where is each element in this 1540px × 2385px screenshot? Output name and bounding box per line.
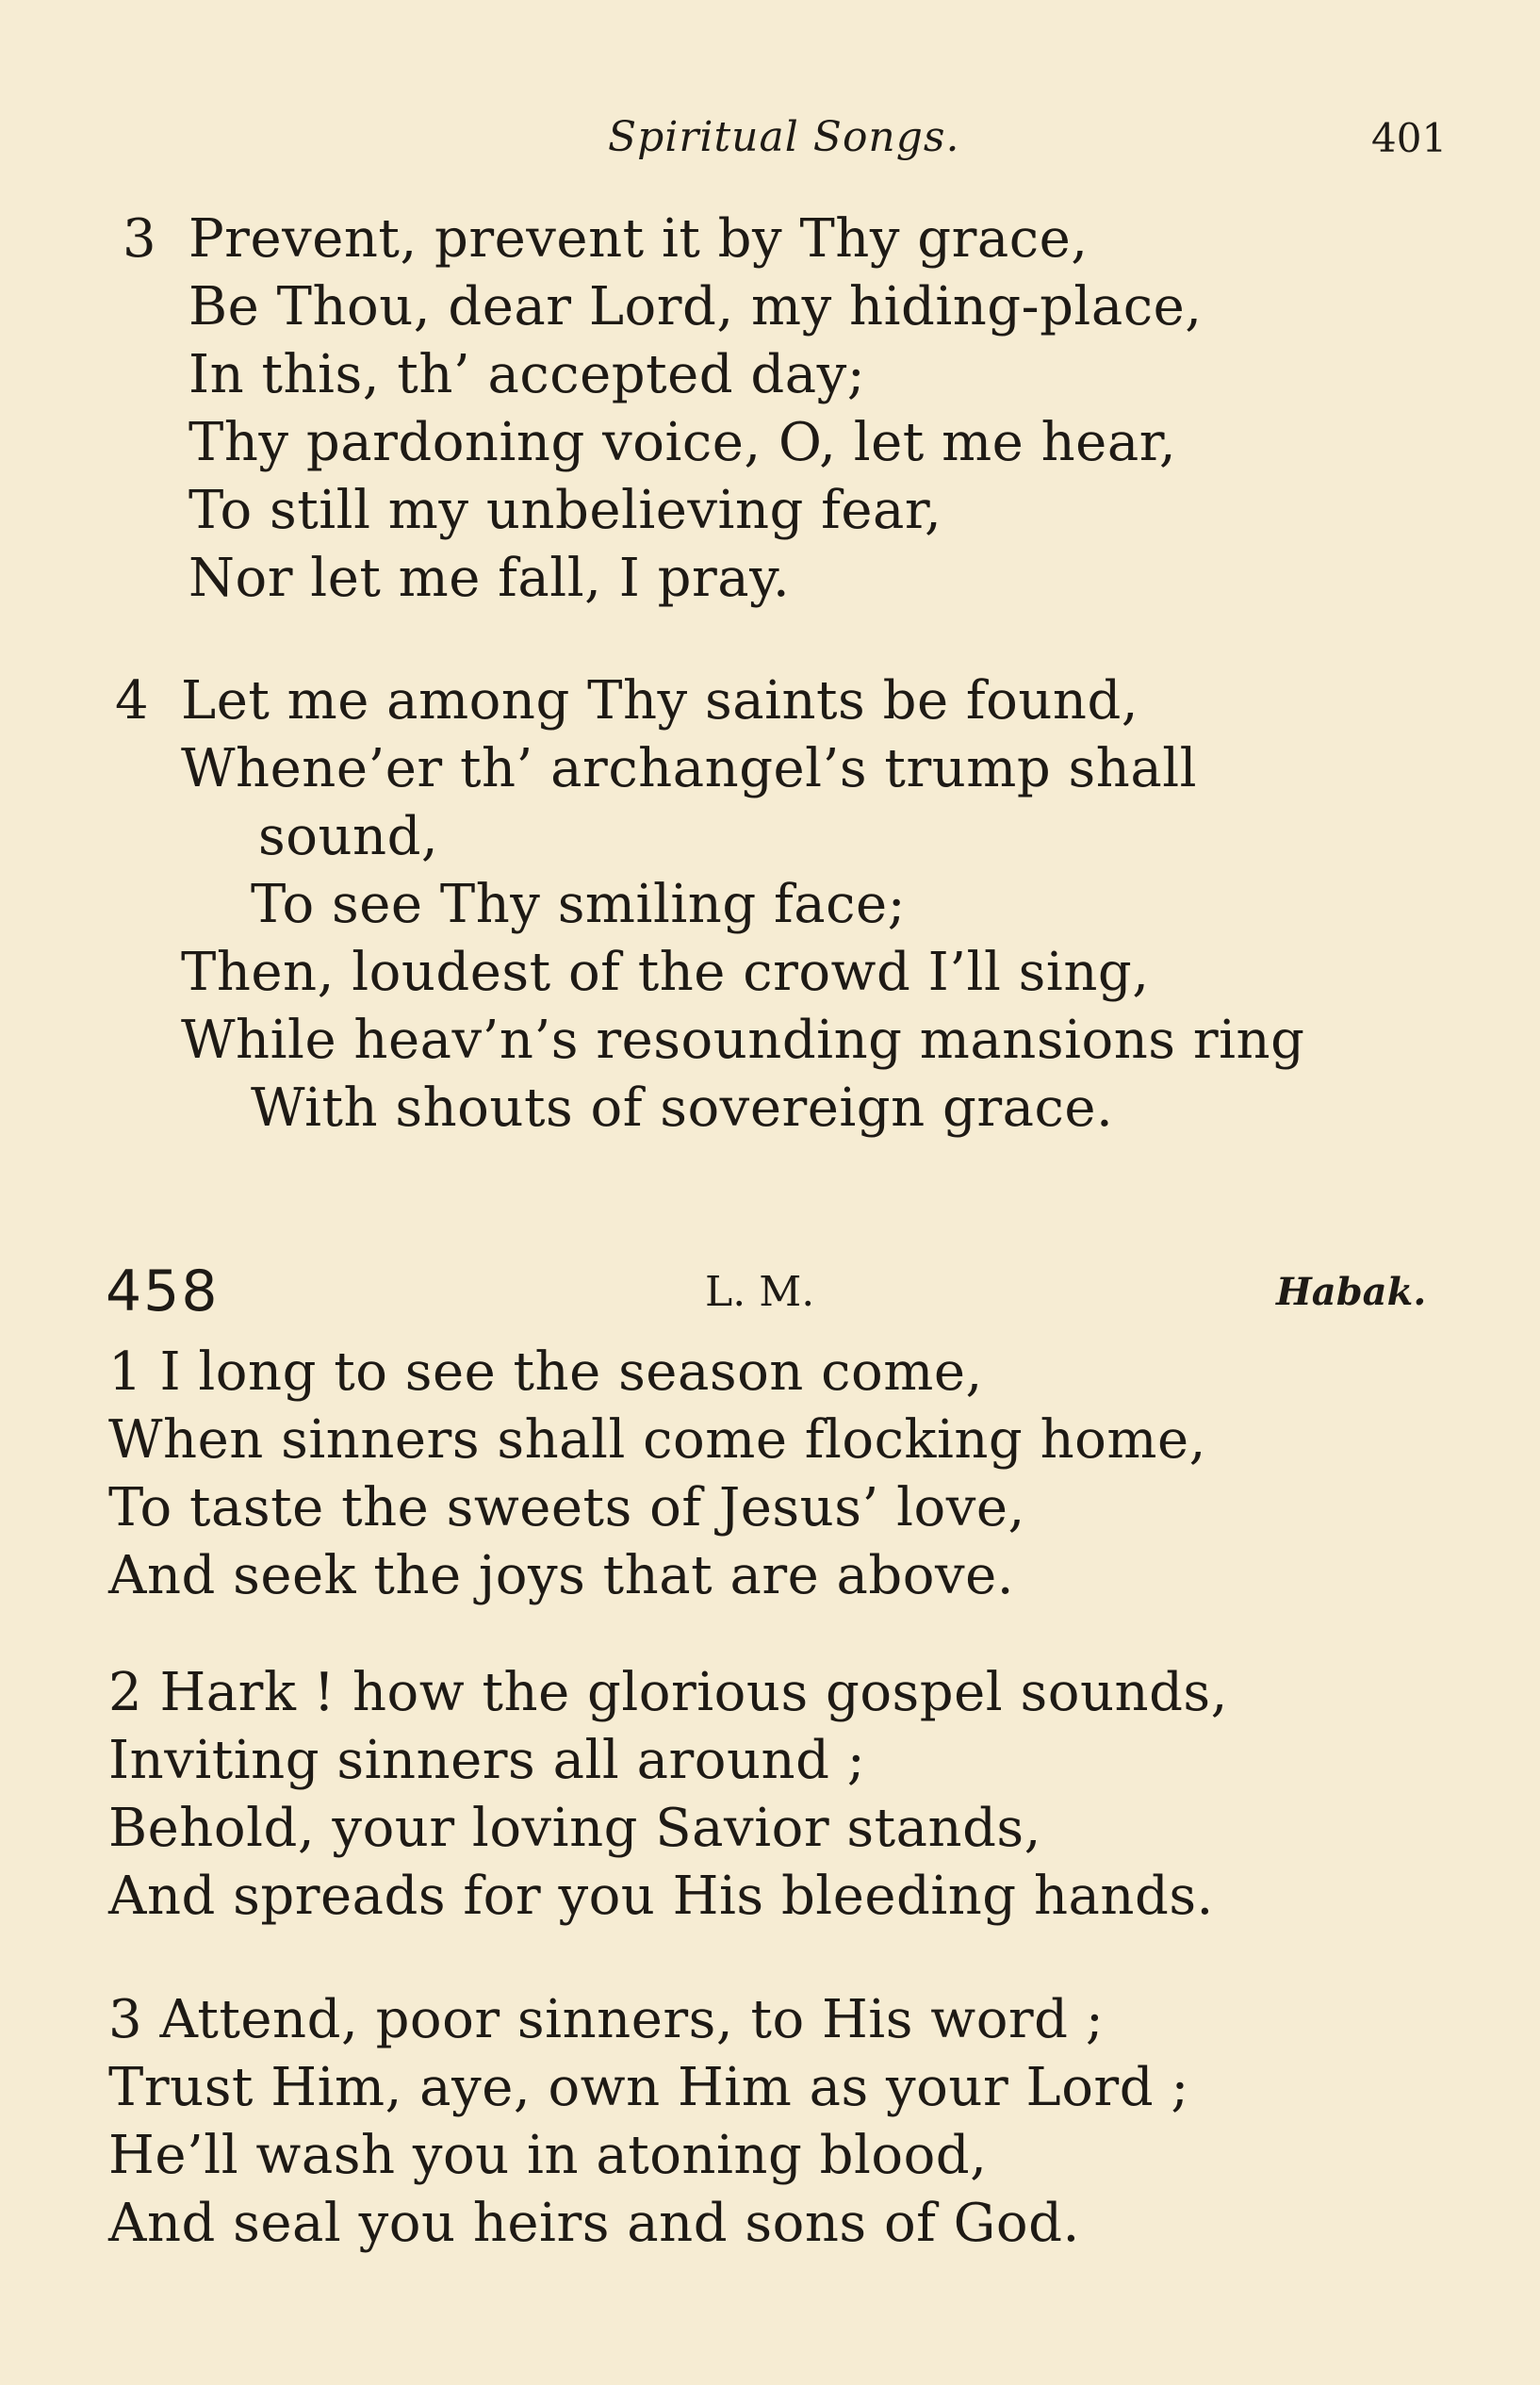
verse-line: To see Thy smiling face; — [251, 874, 906, 935]
verse-line — [115, 667, 1304, 735]
verse-line: When sinners shall come flocking home, — [108, 1409, 1206, 1471]
verse-number: 3 — [108, 1989, 143, 2050]
verse-line — [108, 1659, 1228, 1727]
verse-line: To taste the sweets of Jesus’ love, — [108, 1477, 1025, 1538]
verse-line: Whene’er th’ archangel’s trump shall — [181, 738, 1198, 799]
verse-line: Be Thou, dear Lord, my hiding-place, — [188, 276, 1203, 337]
hymn-458-verse-1 — [108, 1339, 1206, 1610]
verse-3-block — [123, 206, 1203, 613]
verse-line — [123, 206, 1203, 273]
hymn-458-verse-3 — [108, 1986, 1189, 2258]
hymn-meter: L. M. — [705, 1268, 815, 1316]
verse-line: He’ll wash you in atoning blood, — [108, 2125, 988, 2186]
verse-line: Then, loudest of the crowd I’ll sing, — [181, 942, 1150, 1003]
running-title: Spiritual Songs. — [608, 113, 960, 161]
verse-number: 1 — [108, 1341, 143, 1403]
verse-line: Trust Him, aye, own Him as your Lord ; — [108, 2057, 1189, 2118]
verse-text: Hark ! how the glorious gospel sounds, — [159, 1662, 1228, 1723]
verse-line: Nor let me fall, I pray. — [188, 548, 791, 609]
verse-line: And seal you heirs and sons of God. — [108, 2193, 1080, 2254]
verse-line: In this, th’ accepted day; — [188, 344, 866, 405]
verse-line — [108, 1986, 1189, 2054]
verse-line — [108, 1339, 1206, 1406]
verse-line: Thy pardoning voice, O, let me hear, — [188, 412, 1177, 473]
verse-line: To still my unbelieving fear, — [188, 480, 942, 541]
verse-number: 2 — [108, 1662, 143, 1723]
verse-line: With shouts of sovereign grace. — [251, 1077, 1114, 1139]
verse-line: Inviting sinners all around ; — [108, 1730, 866, 1791]
page-header — [0, 113, 1540, 179]
verse-line: Behold, your loving Savior stands, — [108, 1798, 1041, 1859]
hymn-number: 458 — [106, 1258, 220, 1324]
hymn-458-verse-2 — [108, 1659, 1228, 1931]
verse-text: Attend, poor sinners, to His word ; — [159, 1989, 1105, 2050]
verse-line: sound, — [258, 806, 439, 867]
verse-number: 3 — [123, 208, 157, 270]
verse-number: 4 — [115, 670, 150, 732]
verse-text: Prevent, prevent it by Thy grace, — [188, 208, 1089, 270]
verse-text: I long to see the season come, — [159, 1341, 983, 1403]
verse-4-block — [115, 667, 1304, 1143]
verse-line: And seek the joys that are above. — [108, 1545, 1015, 1606]
verse-line: And spreads for you His bleeding hands. — [108, 1866, 1214, 1927]
hymn-heading — [0, 1258, 1540, 1334]
page-number: 401 — [1371, 115, 1448, 161]
verse-line: While heav’n’s resounding mansions ring — [181, 1010, 1305, 1071]
hymn-tune: Habak. — [1276, 1270, 1427, 1314]
verse-text: Let me among Thy saints be found, — [181, 670, 1139, 732]
